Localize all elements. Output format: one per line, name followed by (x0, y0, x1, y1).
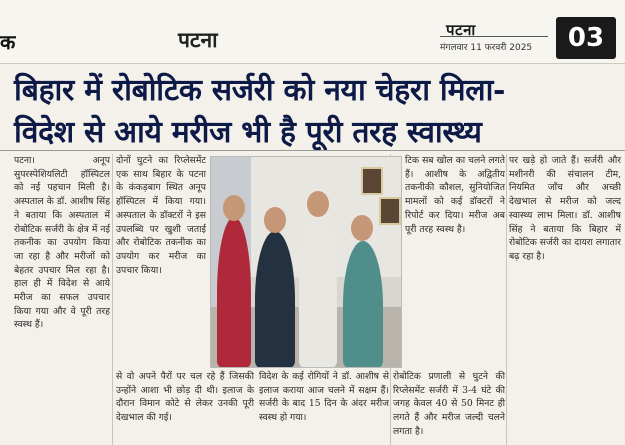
headline-line-2: विदेश से आये मरीज भी है पूरी तरह स्वास्थ्य (14, 115, 482, 150)
person-2 (255, 231, 295, 368)
article-column-2: दोनों घुटने का रिप्लेसमेंट एक साथ बिहार के पटना के कंकड़बाग स्थित अनूप हॉस्पिटल में किया गया। अस्पताल के डॉक्टरों ने इस उपलब्धि पर खुशी जताई और रोबोटिक तकनीक का उपयोग कर मरीज का उपचार किया। (116, 155, 206, 276)
column-rule (506, 154, 507, 445)
photo-frame (379, 197, 401, 225)
page-number: 03 (556, 17, 616, 59)
person-4 (343, 241, 383, 368)
person-1-head (223, 195, 245, 221)
person-3-head (307, 191, 329, 217)
article-column-4: टिक सब खोल का चलने लगते हैं। आशीष के अद्वितीय तकनीकी कौशल, सुनियोजित मामलों को कई डॉक्टरों ने रिपोर्ट कर दिया। मरीज अब पूरी तरह स्वस्थ है। (405, 155, 505, 235)
left-page-fragment: क (0, 30, 16, 54)
column-rule (112, 154, 113, 445)
page-header (0, 0, 625, 64)
article-photo (210, 156, 402, 368)
caption-column-3: विदेश के कई रोगियों ने डॉ. आशीष से इलाज कराया आज चलने में सक्षम हैं। सर्जरी के बाद 15 दिन के अंदर मरीज स्वस्थ हो गया। (259, 371, 389, 424)
person-4-head (351, 215, 373, 241)
caption-column-4: रोबोटिक प्रणाली से घुटने की रिप्लेसमेंट सर्जरी में 3-4 घंटे की जगह केवल 40 से 50 मिनट ही लगते हैं और मरीज जल्दी चलने लगता है। (393, 371, 505, 437)
person-2-head (264, 207, 286, 233)
person-1 (217, 217, 251, 368)
section-title: पटना (178, 28, 218, 52)
headline-line-1: बिहार में रोबोटिक सर्जरी को नया चेहरा मिला- (14, 73, 506, 108)
photo-frame (361, 167, 383, 195)
caption-column-2: से वो अपने पैरों पर चल रहे हैं जिसकी उन्होंने आशा भी छोड़ दी थी। इलाज के दौरान विमान कोटे से लेकर उनकी पूरी देखभाल की गई। (116, 371, 254, 424)
article-column-5: पर खड़े हो जाते हैं। सर्जरी और मशीनरी की संचालन टीम, नियमित जाँच और अच्छी देखभाल से मरीज को जल्द स्वास्थ्य लाभ मिला। डॉ. आशीष सिंह ने बताया कि बिहार में रोबोटिक सर्जरी का दायरा लगातार बढ़ रहा है। (509, 155, 621, 262)
issue-date: मंगलवार 11 फरवरी 2025 (440, 43, 533, 53)
article-column-1: पटना। अनूप सुपरस्पेशियलिटी हॉस्पिटल को नई पहचान मिली है। अस्पताल के डॉ. आशीष सिंह ने बताया कि अस्पताल में रोबोटिक सर्जरी के क्षेत्र में नई तकनीक का उपयोग किया जा रहा है और मरीजों को बेहतर उपचार मिल रहा है। हाल ही में विदेश से आये मरीज का सफल उपचार किया गया और वे पूरी तरह स्वस्थ हैं। (14, 155, 110, 331)
headline-divider (0, 150, 625, 151)
city-title: पटना (446, 21, 476, 39)
header-rule (440, 36, 548, 37)
person-3 (299, 215, 337, 368)
